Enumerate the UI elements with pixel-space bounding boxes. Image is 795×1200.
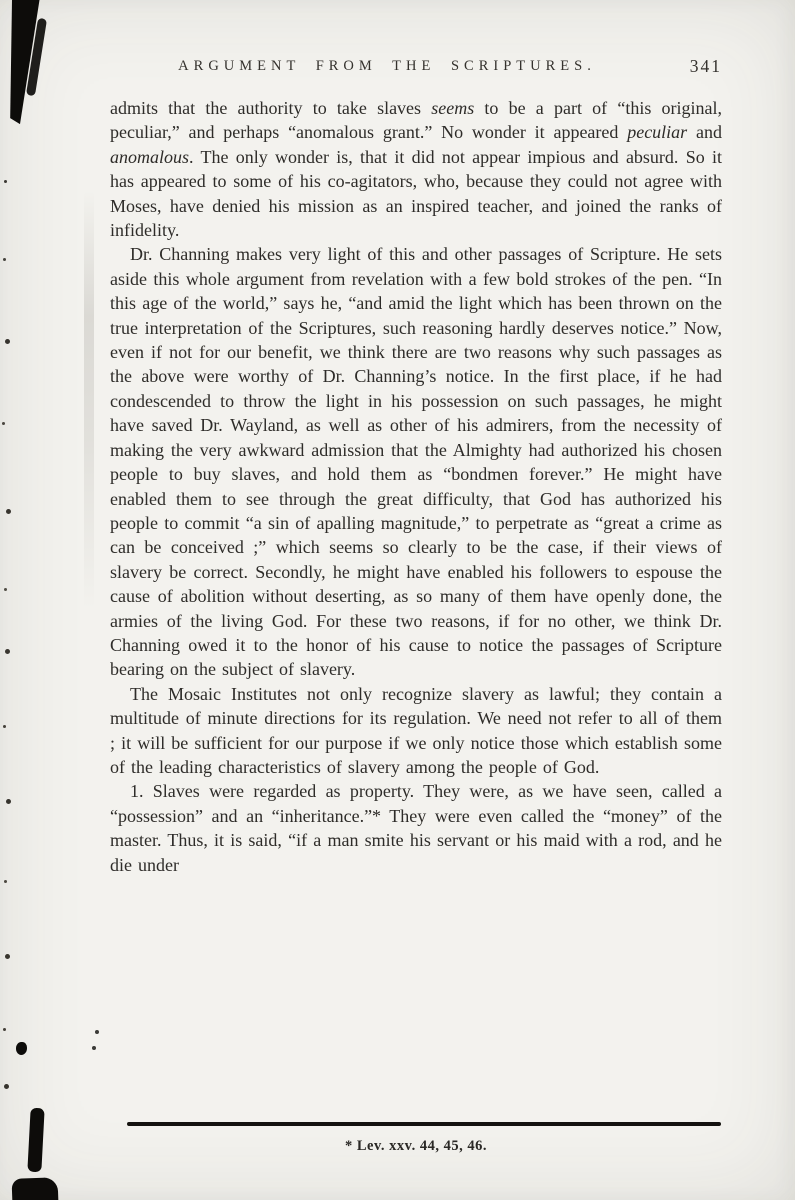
italic-text: anomalous bbox=[110, 146, 190, 167]
body-text bbox=[110, 96, 722, 877]
scan-artifact-dot bbox=[95, 1030, 99, 1034]
paragraph bbox=[110, 779, 722, 877]
text-run: to be a part of “this original, peculiar,” and perhaps “anomalous grant.” No wonder it appeared bbox=[110, 98, 722, 143]
text-run: admits that the authority to take slaves bbox=[110, 98, 432, 118]
scan-artifact-bottom-bar bbox=[27, 1108, 44, 1173]
scan-artifact-ink-blob bbox=[16, 1042, 27, 1055]
text-run: and bbox=[687, 122, 722, 143]
text-run: Dr. Channing makes very light of this and other passages of Scripture. He sets aside this whole argument from revelation with a few bold strokes of the pen. “In this age of the world,” says he, “and amid the light which has been thrown on the true interpretation of the Scriptures, such reasoning hardly deserves notice.” Now, even if not for our benefit, we think there are two reasons why such passages as the above were worthy of Dr. Channing’s notice. In the first place, if he had condescended to throw the light in his possession on such passages, he might have saved Dr. Wayland, as well as other of his admirers, from the necessity of making the very awkward admission that the Almighty had authorized his chosen people to buy slaves, and hold them as “bondmen forever.” He might have enabled them to see through the great difficulty, that God has authorized his people to commit “a sin of apalling magnitude,” to perpetrate as “great a crime as can be conceived ;” which seems so clearly to be the case, if their views of slavery be correct. Secondly, he might have enabled his followers to espouse the cause of abolition without deserting, as so many of them have openly done, the armies of the living God. For these two reasons, if for no other, we think Dr. Channing owed it to the honor of his cause to notice the passages of Scripture bearing on the subject of slavery. bbox=[110, 244, 722, 680]
scan-artifact-bottom-corner bbox=[12, 1177, 59, 1200]
italic-text: peculiar bbox=[627, 122, 688, 143]
scan-artifact-margin-smudge bbox=[84, 190, 94, 610]
page-number: 341 bbox=[689, 56, 722, 76]
running-header-title: ARGUMENT FROM THE SCRIPTURES. bbox=[178, 58, 596, 74]
paragraph bbox=[110, 682, 722, 780]
paragraph bbox=[110, 96, 722, 242]
footnote: * Lev. xxv. 44, 45, 46. bbox=[344, 1138, 487, 1154]
text-run: . The only wonder is, that it did not appear impious and absurd. So it has appeared to some of his co-agitators, who, because they could not agree with Moses, have denied his mission as an inspired teacher, and joined the ranks of infidelity. bbox=[110, 146, 722, 241]
text-run: 1. Slaves were regarded as property. They were, as we have seen, called a “possession” and an “inheritance.”* They were even called the “money” of the master. Thus, it is said, “if a man smite his servant or his maid with a rod, and he die under bbox=[110, 781, 722, 875]
footnote-rule bbox=[127, 1122, 721, 1126]
paragraph bbox=[110, 242, 722, 681]
scan-artifact-edge-speckles bbox=[4, 180, 7, 183]
text-run: The Mosaic Institutes not only recognize slavery as lawful; they contain a multitude of minute directions for its regulation. We need not refer to all of them ; it will be sufficient for our purpose if we only notice those which establish some of the leading characteristics of slavery among the people of God. bbox=[110, 683, 722, 777]
running-header bbox=[110, 58, 722, 82]
italic-text: seems bbox=[431, 98, 475, 118]
scan-artifact-dot bbox=[92, 1046, 96, 1050]
